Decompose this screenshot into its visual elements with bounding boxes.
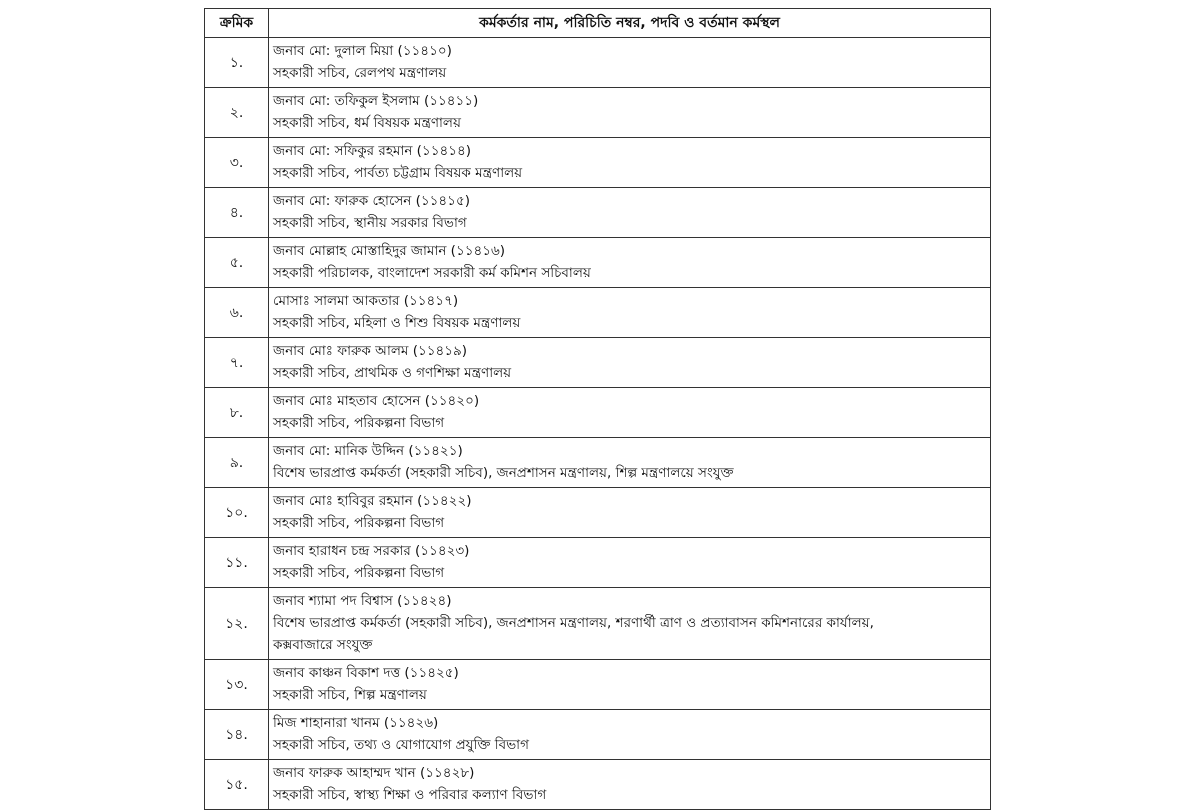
officer-name: জনাব মো: মানিক উদ্দিন (১১৪২১) <box>273 443 463 459</box>
header-serial: ক্রমিক <box>205 9 269 38</box>
officer-name: জনাব শ্যামা পদ বিশ্বাস (১১৪২৪) <box>273 593 452 609</box>
officer-posting: সহকারী সচিব, ধর্ম বিষয়ক মন্ত্রণালয় <box>273 115 461 131</box>
officer-posting: সহকারী সচিব, প্রাথমিক ও গণশিক্ষা মন্ত্রণালয় <box>273 365 512 381</box>
serial-number: ১৩. <box>205 660 269 710</box>
serial-number: ১৫. <box>205 760 269 810</box>
serial-number: ১৪. <box>205 710 269 760</box>
officer-name: জনাব মো: তফিকুল ইসলাম (১১৪১১) <box>273 93 479 109</box>
table-row <box>205 138 991 188</box>
officer-name: জনাব মো: দুলাল মিয়া (১১৪১০) <box>273 43 452 59</box>
officer-name: জনাব মোল্লাহ মোস্তাহিদুর জামান (১১৪১৬) <box>273 243 506 259</box>
header-row <box>205 9 991 38</box>
officer-details <box>269 438 991 488</box>
officer-table <box>204 8 991 810</box>
officer-details <box>269 338 991 388</box>
officer-details <box>269 388 991 438</box>
table-row <box>205 660 991 710</box>
table-row <box>205 588 991 660</box>
officer-details <box>269 188 991 238</box>
officer-name: জনাব মোঃ হাবিবুর রহমান (১১৪২২) <box>273 493 472 509</box>
officer-posting: সহকারী সচিব, তথ্য ও যোগাযোগ প্রযুক্তি বিভাগ <box>273 737 529 753</box>
serial-number: ৮. <box>205 388 269 438</box>
officer-name: জনাব মোঃ মাহতাব হোসেন (১১৪২০) <box>273 393 480 409</box>
officer-posting: সহকারী সচিব, পার্বত্য চট্টগ্রাম বিষয়ক মন্ত্রণালয় <box>273 165 523 181</box>
officer-details <box>269 710 991 760</box>
officer-posting-continued: কক্সবাজারে সংযুক্ত <box>273 637 373 653</box>
table-row <box>205 488 991 538</box>
officer-details <box>269 138 991 188</box>
serial-number: ৫. <box>205 238 269 288</box>
serial-number: ৩. <box>205 138 269 188</box>
officer-posting: সহকারী সচিব, শিল্প মন্ত্রণালয় <box>273 687 427 703</box>
officer-posting: বিশেষ ভারপ্রাপ্ত কর্মকর্তা (সহকারী সচিব), জনপ্রশাসন মন্ত্রণালয়, শিল্প মন্ত্রণালয়ে সংযুক্ত <box>273 465 734 481</box>
officer-details <box>269 288 991 338</box>
table-row <box>205 338 991 388</box>
serial-number: ৯. <box>205 438 269 488</box>
table-row <box>205 388 991 438</box>
table-row <box>205 538 991 588</box>
officer-details <box>269 588 991 660</box>
officer-name: মিজ শাহানারা খানম (১১৪২৬) <box>273 715 439 731</box>
table-row <box>205 288 991 338</box>
officer-details <box>269 88 991 138</box>
officer-name: জনাব হারাধন চন্দ্র সরকার (১১৪২৩) <box>273 543 470 559</box>
serial-number: ১০. <box>205 488 269 538</box>
officer-details <box>269 760 991 810</box>
serial-number: ১২. <box>205 588 269 660</box>
officer-posting: সহকারী সচিব, পরিকল্পনা বিভাগ <box>273 565 445 581</box>
serial-number: ৬. <box>205 288 269 338</box>
officer-posting: সহকারী সচিব, মহিলা ও শিশু বিষয়ক মন্ত্রণালয় <box>273 315 521 331</box>
officer-posting: সহকারী সচিব, রেলপথ মন্ত্রণালয় <box>273 65 447 81</box>
officer-posting: বিশেষ ভারপ্রাপ্ত কর্মকর্তা (সহকারী সচিব), জনপ্রশাসন মন্ত্রণালয়, শরণার্থী ত্রাণ ও প্রত্যাবাসন কমিশনারের কার্যালয়, <box>273 615 874 631</box>
officer-posting: সহকারী সচিব, পরিকল্পনা বিভাগ <box>273 415 445 431</box>
officer-name: মোসাঃ সালমা আকতার (১১৪১৭) <box>273 293 459 309</box>
officer-posting: সহকারী পরিচালক, বাংলাদেশ সরকারী কর্ম কমিশন সচিবালয় <box>273 265 591 281</box>
officer-name: জনাব কাঞ্চন বিকাশ দত্ত (১১৪২৫) <box>273 665 459 681</box>
officer-name: জনাব মো: সফিকুর রহমান (১১৪১৪) <box>273 143 472 159</box>
table-row <box>205 38 991 88</box>
officer-posting: সহকারী সচিব, স্থানীয় সরকার বিভাগ <box>273 215 467 231</box>
officer-details <box>269 660 991 710</box>
officer-details <box>269 488 991 538</box>
header-details: কর্মকর্তার নাম, পরিচিতি নম্বর, পদবি ও বর্তমান কর্মস্থল <box>269 9 991 38</box>
officer-name: জনাব মো: ফারুক হোসেন (১১৪১৫) <box>273 193 470 209</box>
table-row <box>205 760 991 810</box>
table-row <box>205 438 991 488</box>
officer-details <box>269 538 991 588</box>
officer-details <box>269 238 991 288</box>
serial-number: ২. <box>205 88 269 138</box>
table-row <box>205 188 991 238</box>
officer-posting: সহকারী সচিব, পরিকল্পনা বিভাগ <box>273 515 445 531</box>
table-row <box>205 238 991 288</box>
serial-number: ১. <box>205 38 269 88</box>
table-row <box>205 710 991 760</box>
serial-number: ৪. <box>205 188 269 238</box>
officer-posting: সহকারী সচিব, স্বাস্থ্য শিক্ষা ও পরিবার কল্যাণ বিভাগ <box>273 787 547 803</box>
officer-name: জনাব মোঃ ফারুক আলম (১১৪১৯) <box>273 343 468 359</box>
officer-details <box>269 38 991 88</box>
officer-name: জনাব ফারুক আহাম্মদ খান (১১৪২৮) <box>273 765 475 781</box>
serial-number: ৭. <box>205 338 269 388</box>
table-row <box>205 88 991 138</box>
serial-number: ১১. <box>205 538 269 588</box>
